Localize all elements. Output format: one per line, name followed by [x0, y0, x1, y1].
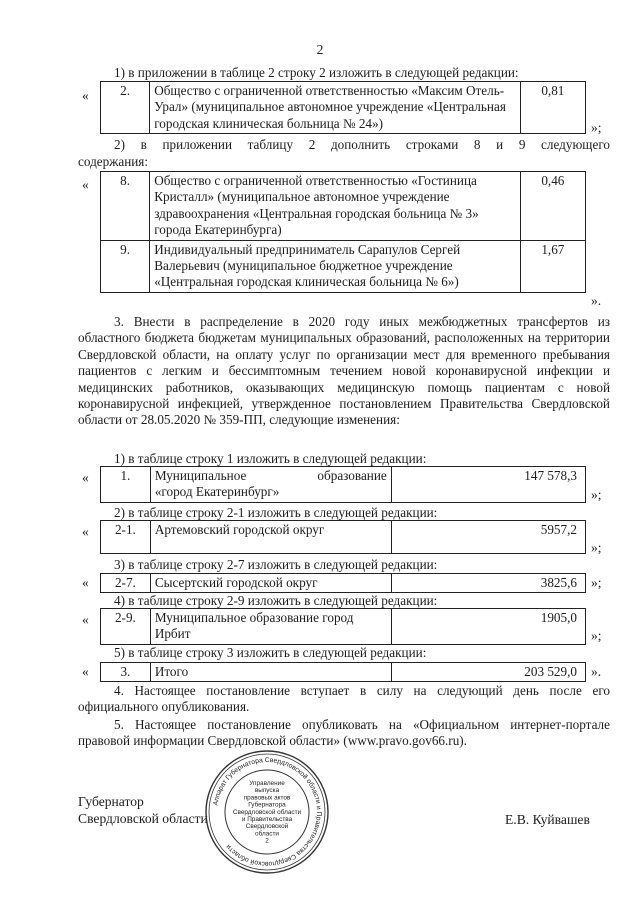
seal-ring-text: Аппарат Губернатора Свердловской области и Правительства Свердловской области: [212, 756, 323, 868]
paragraph-4: 4. Настоящее постановление вступает в силу на следующий день после его официального опубликования.: [78, 683, 610, 715]
seal-center-line: Свердловской: [245, 823, 289, 831]
row-number: 1.: [101, 467, 151, 503]
row-text-line2: «город Екатеринбург»: [154, 484, 280, 500]
signature-title-line2: Свердловской области: [78, 811, 208, 826]
row-value: 147 578,3: [391, 467, 585, 503]
row-text: [150, 609, 391, 645]
open-quote: «: [82, 470, 89, 485]
seal-center-line: и Правительства: [241, 816, 293, 823]
item2-intro: 2) в приложении таблицу 2 дополнить строками 8 и 9 следующего: [114, 137, 610, 152]
row-number: 8.: [101, 172, 150, 241]
row-number: 2-9.: [101, 609, 151, 645]
subtable1: [100, 466, 586, 503]
seal-center-line: Управление: [249, 780, 285, 787]
seal-center-line: 2: [265, 837, 269, 845]
close-quote: »;: [591, 628, 602, 643]
item1-intro: 1) в приложении в таблице 2 строку 2 изложить в следующей редакции:: [114, 65, 519, 80]
table-row: [101, 521, 586, 554]
table-row: [101, 609, 586, 645]
subtable2: [100, 520, 586, 554]
subtable4: [100, 608, 586, 645]
row-number: 2-7.: [101, 574, 151, 593]
close-quote: »;: [591, 487, 602, 502]
official-seal-icon: [203, 748, 331, 876]
table-row: [101, 574, 586, 593]
row-number: 9.: [101, 240, 150, 292]
row-text: Общество с ограниченной ответственностью «Гостиница Кристалл» (муниципальное автономное учреждение здравоохранения «Центральная городская больница № 3» города Екатеринбурга): [150, 172, 521, 241]
table-row: [101, 240, 586, 292]
subitem2-intro: 2) в таблице строку 2-1 изложить в следующей редакции:: [114, 505, 438, 520]
signature-title: [78, 793, 208, 827]
paragraph-3: 3. Внести в распределение в 2020 году иных межбюджетных трансфертов из областного бюджета бюджетам муниципальных образований, расположенных на территории Свердловской области, на оплату услуг по организации мест для временного пребывания пациентов с легким и бессимптомным течением новой коронавирусной инфекции и медицинских работников, оказывающих медицинскую помощь пациентам с новой коронавирусной инфекцией, утвержденное постановлением Правительства Свердловской области от 28.05.2020 № 359-ПП, следующие изменения:: [78, 314, 610, 428]
row-value: 1905,0: [391, 609, 585, 645]
table1: [100, 81, 586, 134]
close-quote: ».: [591, 664, 602, 679]
row-text-line2: Ирбит: [154, 626, 191, 642]
table2: [100, 171, 586, 293]
paragraph-5: 5. Настоящее постановление опубликовать на «Официальном интернет-портале правовой информации Свердловской области» (www.pravo.gov66.ru).: [78, 717, 610, 749]
row-text: Индивидуальный предприниматель Сарапулов Сергей Валерьевич (муниципальное бюджетное учреждение «Центральная городская клиническая больница № 6»): [150, 240, 521, 292]
row-text: Итого: [150, 663, 391, 682]
row-number: 2.: [101, 82, 150, 134]
subitem3-intro: 3) в таблице строку 2-7 изложить в следующей редакции:: [114, 557, 438, 572]
open-quote: «: [82, 88, 89, 103]
subtable5: [100, 662, 586, 682]
subitem5-intro: 5) в таблице строку 3 изложить в следующей редакции:: [114, 645, 427, 660]
row-text-line1: Муниципальное образование: [154, 468, 387, 483]
row-value: 203 529,0: [391, 663, 585, 682]
row-text: Сысертский городской округ: [150, 574, 391, 593]
open-quote: «: [82, 524, 89, 539]
row-value: 3825,6: [391, 574, 585, 593]
subtable3: [100, 573, 586, 593]
seal-center-line: выпуска: [254, 787, 280, 795]
open-quote: «: [82, 575, 89, 590]
seal-center-line: области: [255, 830, 279, 838]
subitem1-intro: 1) в таблице строку 1 изложить в следующей редакции:: [114, 451, 427, 466]
row-value: 0,46: [520, 172, 585, 241]
seal-center-line: правовых актов: [243, 794, 291, 802]
close-quote: »;: [591, 120, 602, 135]
close-quote: »;: [591, 540, 602, 555]
row-value: 1,67: [520, 240, 585, 292]
row-number: 2-1.: [101, 521, 151, 554]
page-number: 2: [316, 42, 324, 57]
row-text: Общество с ограниченной ответственностью «Максим Отель-Урал» (муниципальное автономное учреждение «Центральная городская клиническая больница № 24»): [150, 82, 521, 134]
open-quote: «: [82, 612, 89, 627]
open-quote: «: [82, 177, 89, 192]
signature-title-line1: Губернатор: [78, 794, 144, 809]
row-number: 3.: [101, 663, 151, 682]
row-text-line1: Муниципальное образование город: [154, 610, 354, 625]
seal-center-text: [233, 780, 302, 845]
row-value: 0,81: [520, 82, 585, 134]
seal-center-line: Свердловской области: [232, 808, 302, 816]
signatory-name: Е.В. Куйвашев: [505, 812, 590, 827]
table-row: [101, 82, 586, 134]
item2-intro-cont: содержания:: [78, 154, 149, 169]
open-quote: «: [82, 664, 89, 679]
subitem4-intro: 4) в таблице строку 2-9 изложить в следующей редакции:: [114, 593, 438, 608]
table-row: [101, 663, 586, 682]
row-text: Артемовский городской округ: [150, 521, 391, 554]
close-quote: ».: [591, 293, 602, 308]
close-quote: »;: [591, 575, 602, 590]
table-row: [101, 172, 586, 241]
row-value: 5957,2: [391, 521, 585, 554]
seal-center-line: Губернатора: [248, 801, 286, 809]
row-text: [150, 467, 391, 503]
table-row: [101, 467, 586, 503]
